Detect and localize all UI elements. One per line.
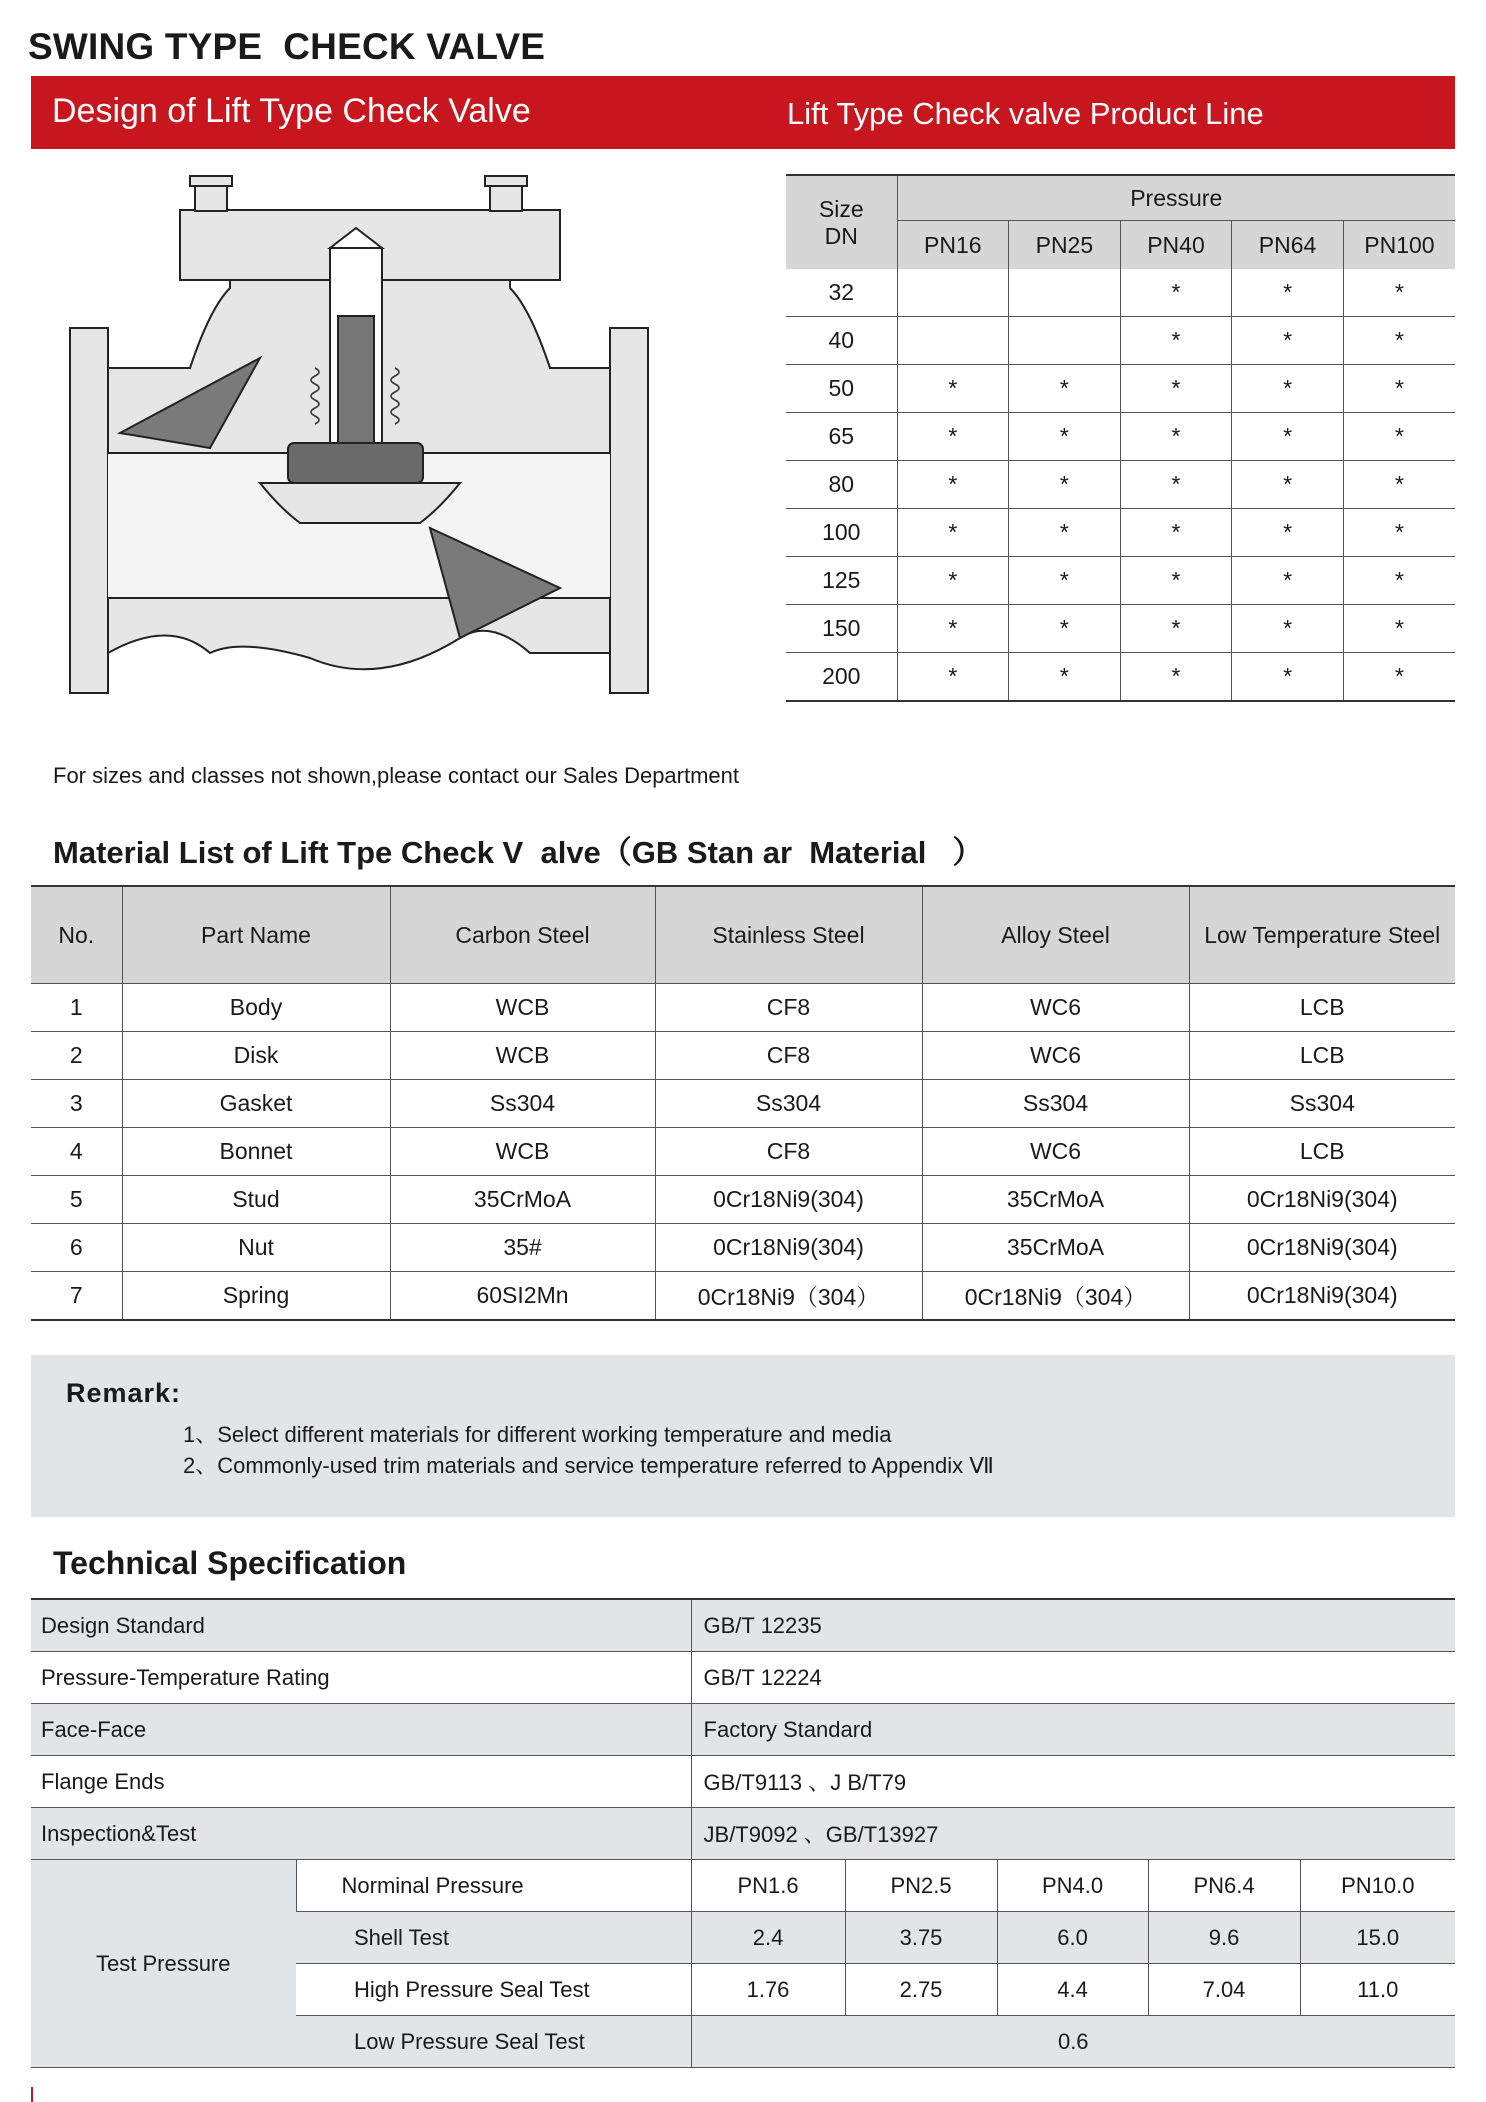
valve-cross-section-drawing xyxy=(60,168,660,708)
cell: 35CrMoA xyxy=(922,1176,1189,1224)
high-cell: 1.76 xyxy=(691,1964,845,2016)
nominal-cell: PN10.0 xyxy=(1300,1860,1455,1912)
spec-key: Inspection&Test xyxy=(31,1808,691,1860)
cell: 35# xyxy=(390,1224,655,1272)
mark-cell: * xyxy=(1120,413,1232,461)
column-header: Carbon Steel xyxy=(390,886,655,984)
size-cell: 32 xyxy=(786,269,897,317)
cell: 7 xyxy=(31,1272,122,1321)
nominal-cell: PN4.0 xyxy=(997,1860,1148,1912)
dn-label: DN xyxy=(824,222,858,249)
cell: 60SI2Mn xyxy=(390,1272,655,1321)
spec-value: GB/T 12235 xyxy=(691,1599,1455,1652)
mark-cell: * xyxy=(1232,461,1344,509)
table-row xyxy=(786,269,1455,317)
nominal-pressure-label: Norminal Pressure xyxy=(296,1860,691,1912)
cell: WC6 xyxy=(922,984,1189,1032)
mark-cell: * xyxy=(1009,461,1121,509)
mark-cell: * xyxy=(1232,557,1344,605)
mark-cell: * xyxy=(1343,413,1455,461)
remark-title: Remark: xyxy=(66,1378,182,1408)
page-accent-mark xyxy=(31,2087,33,2102)
low-pressure-value: 0.6 xyxy=(691,2016,1455,2068)
high-cell: 7.04 xyxy=(1148,1964,1300,2016)
column-header: No. xyxy=(31,886,122,984)
mark-cell: * xyxy=(1343,365,1455,413)
mark-cell xyxy=(897,317,1009,365)
high-cell: 11.0 xyxy=(1300,1964,1455,2016)
mark-cell: * xyxy=(897,557,1009,605)
size-cell: 150 xyxy=(786,605,897,653)
mark-cell: * xyxy=(897,509,1009,557)
mark-cell: * xyxy=(1343,605,1455,653)
page-title: SWING TYPE CHECK VALVE xyxy=(28,26,546,67)
banner-left-title: Design of Lift Type Check Valve xyxy=(52,92,531,130)
column-header: Stainless Steel xyxy=(655,886,922,984)
shell-cell: 15.0 xyxy=(1300,1912,1455,1964)
mark-cell: * xyxy=(1009,653,1121,702)
shell-test-label: Shell Test xyxy=(296,1912,691,1964)
shell-cell: 9.6 xyxy=(1148,1912,1300,1964)
table-row xyxy=(786,365,1455,413)
cell: Ss304 xyxy=(922,1080,1189,1128)
mark-cell xyxy=(1009,317,1121,365)
cell: 0Cr18Ni9(304) xyxy=(1189,1224,1455,1272)
table-row xyxy=(31,1272,1455,1321)
cell: WCB xyxy=(390,1032,655,1080)
column-header: Part Name xyxy=(122,886,390,984)
sales-note: For sizes and classes not shown,please contact our Sales Department xyxy=(53,763,740,788)
size-cell: 65 xyxy=(786,413,897,461)
cell: Stud xyxy=(122,1176,390,1224)
table-row xyxy=(31,1599,1455,1652)
high-pressure-seal-label: High Pressure Seal Test xyxy=(296,1964,691,2016)
cell: LCB xyxy=(1189,984,1455,1032)
material-list-title: Material List of Lift Tpe Check V alve（GB Stan ar Material ） xyxy=(53,835,984,870)
table-row xyxy=(786,557,1455,605)
mark-cell: * xyxy=(1120,269,1232,317)
shell-cell: 3.75 xyxy=(845,1912,997,1964)
pn-class-header: PN25 xyxy=(1009,221,1121,270)
pn-class-header: PN100 xyxy=(1343,221,1455,270)
tech-spec-table xyxy=(31,1598,1455,2068)
mark-cell: * xyxy=(1232,365,1344,413)
spec-value: JB/T9092 、GB/T13927 xyxy=(691,1808,1455,1860)
mark-cell: * xyxy=(1009,557,1121,605)
mark-cell: * xyxy=(1232,653,1344,702)
cell: Ss304 xyxy=(1189,1080,1455,1128)
mark-cell: * xyxy=(897,413,1009,461)
size-cell: 125 xyxy=(786,557,897,605)
size-cell: 80 xyxy=(786,461,897,509)
size-cell: 40 xyxy=(786,317,897,365)
mark-cell: * xyxy=(1120,509,1232,557)
spec-key: Face-Face xyxy=(31,1704,691,1756)
mark-cell: * xyxy=(1009,413,1121,461)
mark-cell: * xyxy=(1232,605,1344,653)
cell: WC6 xyxy=(922,1128,1189,1176)
table-row xyxy=(31,1176,1455,1224)
mark-cell xyxy=(897,269,1009,317)
mark-cell: * xyxy=(1232,413,1344,461)
mark-cell: * xyxy=(897,605,1009,653)
mark-cell: * xyxy=(1120,557,1232,605)
pressure-header: Pressure xyxy=(897,175,1455,221)
cell: CF8 xyxy=(655,1032,922,1080)
mark-cell: * xyxy=(1120,605,1232,653)
mark-cell: * xyxy=(1343,317,1455,365)
table-row xyxy=(786,653,1455,702)
cell: 0Cr18Ni9(304) xyxy=(1189,1272,1455,1321)
size-cell: 50 xyxy=(786,365,897,413)
cell: 0Cr18Ni9(304) xyxy=(655,1224,922,1272)
bolt-left xyxy=(195,183,227,211)
test-pressure-label: Test Pressure xyxy=(31,1860,296,2068)
mark-cell: * xyxy=(1120,317,1232,365)
remark-line: 1、Select different materials for different working temperature and media xyxy=(183,1422,892,1447)
low-pressure-seal-label: Low Pressure Seal Test xyxy=(296,2016,691,2068)
mark-cell: * xyxy=(1232,269,1344,317)
mark-cell: * xyxy=(1009,605,1121,653)
mark-cell: * xyxy=(1343,269,1455,317)
cell: WCB xyxy=(390,984,655,1032)
cell: Gasket xyxy=(122,1080,390,1128)
product-line-table xyxy=(786,174,1455,702)
spec-value: GB/T 12224 xyxy=(691,1652,1455,1704)
cell: Disk xyxy=(122,1032,390,1080)
tech-spec-title: Technical Specification xyxy=(53,1545,407,1581)
size-cell: 200 xyxy=(786,653,897,702)
mark-cell xyxy=(1009,269,1121,317)
pn-class-header: PN40 xyxy=(1120,221,1232,270)
cell: CF8 xyxy=(655,984,922,1032)
table-row xyxy=(786,317,1455,365)
shell-cell: 6.0 xyxy=(997,1912,1148,1964)
nominal-cell: PN6.4 xyxy=(1148,1860,1300,1912)
cell: 0Cr18Ni9(304) xyxy=(1189,1176,1455,1224)
high-cell: 2.75 xyxy=(845,1964,997,2016)
cell: 0Cr18Ni9（304） xyxy=(922,1272,1189,1321)
nominal-cell: PN1.6 xyxy=(691,1860,845,1912)
cell: LCB xyxy=(1189,1032,1455,1080)
mark-cell: * xyxy=(1343,461,1455,509)
cell: 1 xyxy=(31,984,122,1032)
table-row xyxy=(786,413,1455,461)
table-row xyxy=(31,1756,1455,1808)
remark-line: 2、Commonly-used trim materials and service temperature referred to Appendix Ⅶ xyxy=(183,1453,994,1478)
mark-cell: * xyxy=(1232,509,1344,557)
high-cell: 4.4 xyxy=(997,1964,1148,2016)
cell: 6 xyxy=(31,1224,122,1272)
table-row xyxy=(31,1652,1455,1704)
mark-cell: * xyxy=(1232,317,1344,365)
material-table xyxy=(31,885,1455,1321)
mark-cell: * xyxy=(1343,509,1455,557)
mark-cell: * xyxy=(1343,653,1455,702)
pn-class-header: PN64 xyxy=(1232,221,1344,270)
cell: Ss304 xyxy=(390,1080,655,1128)
shell-cell: 2.4 xyxy=(691,1912,845,1964)
table-row xyxy=(31,984,1455,1032)
cell: Nut xyxy=(122,1224,390,1272)
left-flange xyxy=(70,328,108,693)
cell: 2 xyxy=(31,1032,122,1080)
table-row xyxy=(786,509,1455,557)
cell: 35CrMoA xyxy=(922,1224,1189,1272)
spec-value: Factory Standard xyxy=(691,1704,1455,1756)
cell: 4 xyxy=(31,1128,122,1176)
mark-cell: * xyxy=(1343,557,1455,605)
table-row xyxy=(31,1032,1455,1080)
spec-key: Design Standard xyxy=(31,1599,691,1652)
cell: WC6 xyxy=(922,1032,1189,1080)
table-row xyxy=(31,1080,1455,1128)
cell: Spring xyxy=(122,1272,390,1321)
spec-value: GB/T9113 、J B/T79 xyxy=(691,1756,1455,1808)
cell: Bonnet xyxy=(122,1128,390,1176)
table-row xyxy=(31,1704,1455,1756)
cell: 35CrMoA xyxy=(390,1176,655,1224)
table-row xyxy=(786,461,1455,509)
right-flange xyxy=(610,328,648,693)
spec-key: Flange Ends xyxy=(31,1756,691,1808)
table-row xyxy=(31,1128,1455,1176)
mark-cell: * xyxy=(897,365,1009,413)
cell: 0Cr18Ni9(304) xyxy=(655,1176,922,1224)
cell: Body xyxy=(122,984,390,1032)
nominal-cell: PN2.5 xyxy=(845,1860,997,1912)
size-cell: 100 xyxy=(786,509,897,557)
table-row xyxy=(786,605,1455,653)
mark-cell: * xyxy=(897,461,1009,509)
mark-cell: * xyxy=(1009,509,1121,557)
mark-cell: * xyxy=(897,653,1009,702)
cell: Ss304 xyxy=(655,1080,922,1128)
table-row xyxy=(31,1808,1455,1860)
cell: 3 xyxy=(31,1080,122,1128)
mark-cell: * xyxy=(1009,365,1121,413)
spec-key: Pressure-Temperature Rating xyxy=(31,1652,691,1704)
cell: 5 xyxy=(31,1176,122,1224)
mark-cell: * xyxy=(1120,653,1232,702)
column-header: Alloy Steel xyxy=(922,886,1189,984)
column-header: Low Temperature Steel xyxy=(1189,886,1455,984)
pn-class-header: PN16 xyxy=(897,221,1009,270)
mark-cell: * xyxy=(1120,365,1232,413)
size-dn-header xyxy=(786,175,897,269)
disk xyxy=(288,443,423,483)
cell: CF8 xyxy=(655,1128,922,1176)
cell: 0Cr18Ni9（304） xyxy=(655,1272,922,1321)
mark-cell: * xyxy=(1120,461,1232,509)
cell: LCB xyxy=(1189,1128,1455,1176)
table-row xyxy=(31,1860,1455,1912)
table-row xyxy=(31,1224,1455,1272)
bolt-right xyxy=(490,183,522,211)
size-label: Size xyxy=(818,195,864,222)
banner-right-title: Lift Type Check valve Product Line xyxy=(787,96,1264,131)
cell: WCB xyxy=(390,1128,655,1176)
